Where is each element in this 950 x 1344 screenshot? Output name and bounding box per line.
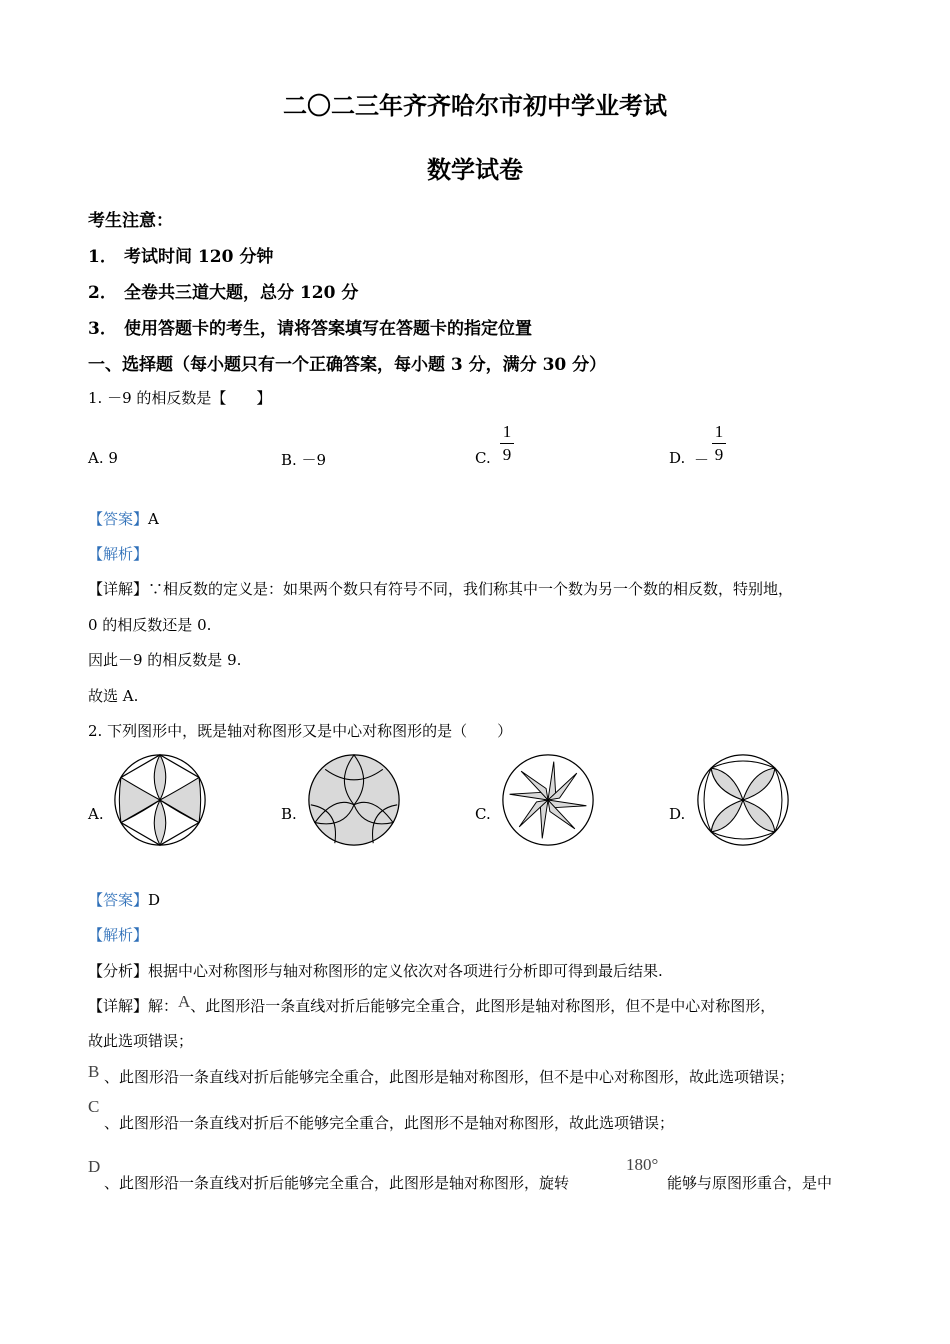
fraction-numerator: 1 bbox=[714, 422, 724, 441]
q2-analysis-tag: 【解析】 bbox=[88, 926, 149, 944]
q1-option-c-label: C. bbox=[475, 449, 491, 467]
answer-tag: 【答案】 bbox=[88, 891, 149, 909]
answer-tag: 【答案】 bbox=[88, 510, 149, 528]
q2-figure-b bbox=[306, 752, 402, 848]
answer-value: A bbox=[148, 510, 159, 528]
detail-prefix: 【详解】解： bbox=[88, 997, 179, 1015]
notice-item-3-num: 3． bbox=[88, 319, 117, 339]
q2-option-d-label: D. bbox=[669, 805, 686, 823]
q2-detail-b: 、此图形沿一条直线对折后能够完全重合，此图形是轴对称图形，但不是中心对称图形，故此选项错误； bbox=[104, 1068, 795, 1086]
fraction-numerator: 1 bbox=[502, 422, 512, 441]
q2-detail-d: 、此图形沿一条直线对折后能够完全重合，此图形是轴对称图形，旋转 bbox=[104, 1174, 570, 1192]
page-subtitle: 数学试卷 bbox=[427, 155, 523, 184]
q1-option-c-fraction bbox=[500, 423, 514, 464]
q2-option-a-label: A. bbox=[88, 805, 104, 823]
notice-item-1: 考试时间 120 分钟 bbox=[124, 247, 274, 267]
q1-option-d-sign: － bbox=[694, 451, 710, 469]
q1-option-b: B. －9 bbox=[281, 451, 327, 469]
q2-detail-d-2: 能够与原图形重合，是中 bbox=[667, 1174, 833, 1192]
q1-detail-1: 【详解】∵相反数的定义是：如果两个数只有符号不同，我们称其中一个数为另一个数的相反数，特别地， bbox=[88, 580, 794, 598]
option-letter-c: C bbox=[88, 1097, 100, 1116]
option-letter-d: D bbox=[88, 1157, 101, 1176]
notice-item-1-num: 1． bbox=[88, 247, 117, 267]
notice-heading: 考生注意： bbox=[88, 211, 173, 231]
q1-detail-4: 故选 A. bbox=[88, 687, 139, 705]
notice-item-2-num: 2． bbox=[88, 283, 117, 303]
q1-option-a: A. 9 bbox=[88, 449, 118, 467]
q2-figure-a bbox=[112, 752, 208, 848]
page-title: 二〇二三年齐齐哈尔市初中学业考试 bbox=[283, 91, 667, 120]
fraction-bar bbox=[712, 443, 726, 444]
notice-item-3: 使用答题卡的考生，请将答案填写在答题卡的指定位置 bbox=[124, 319, 532, 339]
q2-answer bbox=[88, 889, 160, 910]
q1-analysis-tag: 【解析】 bbox=[88, 545, 149, 563]
q2-option-c-label: C. bbox=[475, 805, 491, 823]
fraction-denominator: 9 bbox=[714, 445, 724, 464]
q2-stem: 2. 下列图形中，既是轴对称图形又是中心对称图形的是（ ） bbox=[88, 722, 513, 740]
q2-option-b-label: B. bbox=[281, 805, 297, 823]
q2-detail-c: 、此图形沿一条直线对折后不能够完全重合，此图形不是轴对称图形，故此选项错误； bbox=[104, 1114, 675, 1132]
q1-option-d-fraction bbox=[712, 423, 726, 464]
q2-detail-a bbox=[88, 992, 776, 1016]
q1-stem: 1. －9 的相反数是【 】 bbox=[88, 389, 272, 407]
fraction-bar bbox=[500, 443, 514, 444]
q1-option-d-label: D. bbox=[669, 449, 686, 467]
detail-a-text: 、此图形沿一条直线对折后能够完全重合，此图形是轴对称图形，但不是中心对称图形， bbox=[190, 997, 776, 1015]
option-letter-a: A bbox=[178, 992, 191, 1011]
option-letter-b: B bbox=[88, 1062, 100, 1081]
q2-figure-c bbox=[500, 752, 596, 848]
answer-value: D bbox=[148, 891, 161, 909]
q2-figure-d bbox=[695, 752, 791, 848]
section-heading: 一、选择题（每小题只有一个正确答案，每小题 3 分，满分 30 分） bbox=[88, 355, 607, 375]
angle-180: 180° bbox=[626, 1155, 659, 1174]
q1-detail-2: 0 的相反数还是 0. bbox=[88, 616, 212, 634]
q2-analysis: 【分析】根据中心对称图形与轴对称图形的定义依次对各项进行分析即可得到最后结果. bbox=[88, 962, 663, 980]
q2-detail-a-2: 故此选项错误； bbox=[88, 1032, 194, 1050]
fraction-denominator: 9 bbox=[502, 445, 512, 464]
q1-detail-3: 因此－9 的相反数是 9. bbox=[88, 651, 242, 669]
q1-answer bbox=[88, 508, 159, 529]
notice-item-2: 全卷共三道大题，总分 120 分 bbox=[124, 283, 359, 303]
